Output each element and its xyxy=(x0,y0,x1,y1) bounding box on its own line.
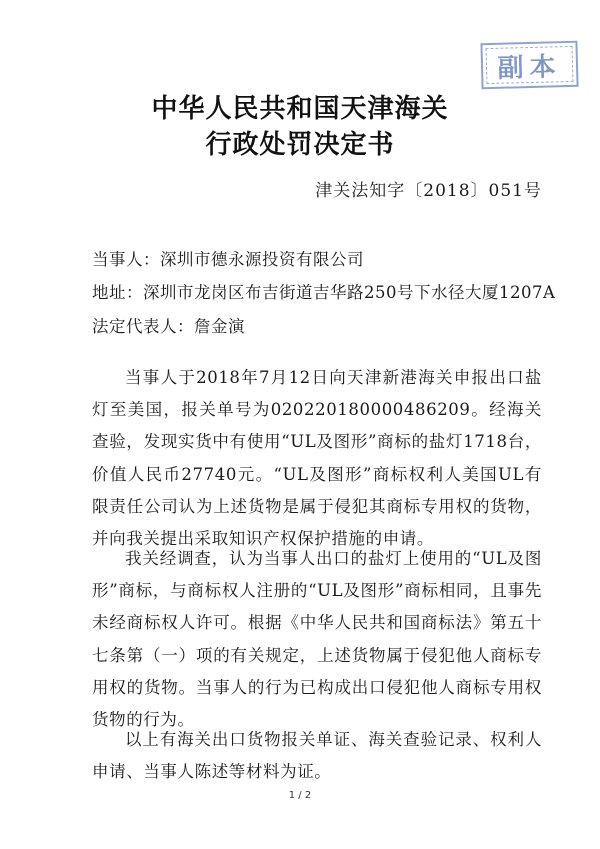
body-paragraph-facts: 当事人于2018年7月12日向天津新港海关申报出口盐灯至美国，报关单号为020220180000486209。经海关查验，发现实货中有使用“UL及图形”商标的盐灯1718台，价值人民币27740元。“UL及图形”商标权利人美国UL有限责任公司认为上述货物是属于侵犯其商标专用权的货物，并向我关提出采取知识产权保护措施的申请。 xyxy=(92,368,542,549)
party-address: 地址：深圳市龙岗区布吉街道吉华路250号下水径大厦1207A xyxy=(92,283,556,302)
party-name: 当事人：深圳市德永源投资有限公司 xyxy=(92,250,364,269)
document-title-line1: 中华人民共和国天津海关 xyxy=(151,94,449,124)
body-paragraph-evidence: 以上有海关出口货物报关单证、海关查验记录、权利人申请、当事人陈述等材料为证。 xyxy=(92,730,542,782)
body-paragraph-investigation: 我关经调查，认为当事人出口的盐灯上使用的“UL及图形”商标，与商标权人注册的“UL及图形”商标相同，且事先未经商标权人许可。根据《中华人民共和国商标法》第五十七条第（一）项的有关规定，上述货物属于侵犯他人商标专用权的货物。当事人的行为已构成出口侵犯他人商标专用权货物的行为。 xyxy=(92,549,542,730)
document-title-line2: 行政处罚决定书 xyxy=(205,130,395,160)
copy-stamp-text: 副本 xyxy=(486,46,574,84)
party-legal-representative: 法定代表人：詹金演 xyxy=(92,317,245,336)
copy-stamp xyxy=(480,41,578,90)
document-number: 津关法知字〔2018〕051号 xyxy=(315,181,542,201)
page-number: 1 / 2 xyxy=(288,790,312,801)
